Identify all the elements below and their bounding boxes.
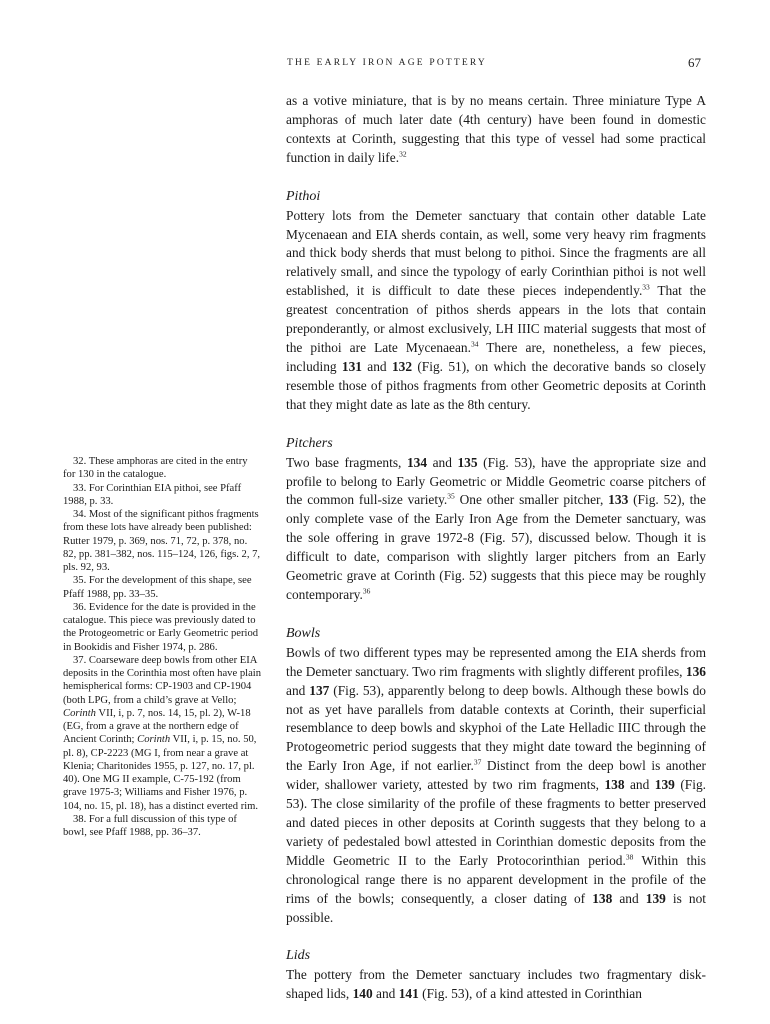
- footnote-36: 36. Evidence for the date is provided in the catalogue. This piece was previously dated to the Protogeometric or Early Geometric period in Bookidis and Fisher 1974, p. 286.: [63, 601, 259, 653]
- catalogue-number: 141: [398, 986, 419, 1002]
- pithoi-paragraph: [286, 207, 706, 415]
- catalogue-number: 132: [391, 358, 413, 374]
- footnote-37: [63, 654, 261, 813]
- catalogue-number: 138: [604, 777, 625, 793]
- pitchers-text-1: Two base fragments,: [286, 454, 407, 470]
- bowls-text-4: (Fig. 53). The close similarity of the profile of these fragments to better preserved and dated pieces in other deposits at Corinth suggests that they belong to a variety of pedestaled bowl attested in Corinthian domestic deposits from the Middle Geometric II to the Early Protocorinthian period.: [286, 777, 706, 868]
- heading-pitchers: Pitchers: [286, 435, 333, 451]
- bowls-text-3: Distinct from the deep bowl is another wider, shallower variety, attested by two rim fragments,: [286, 758, 706, 793]
- spacer: [286, 605, 706, 624]
- lids-text-2: (Fig. 53), of a kind attested in Corinthian: [418, 986, 642, 1002]
- pithoi-text-4: (Fig. 51), on which the decorative bands so closely resemble those of pithos fragments from other Geometric deposits at Corinth that they might date as late as the 8th century.: [286, 358, 706, 412]
- footnote-34: 34. Most of the significant pithos fragments from these lots have already been published: Rutter 1979, p. 369, nos. 71, 72, p. 378, no. 82, pp. 381–382, nos. 115–124, 126, figs. 2, 7, pls. 92, 93.: [63, 509, 261, 573]
- conjunction: and: [427, 454, 458, 470]
- note-ref-35: 35: [447, 491, 455, 501]
- bowls-text-2: (Fig. 53), apparently belong to deep bowls. Although these bowls do not as yet have parallels from datable contexts at Corinth, their superficial resemblance to deep bowls and skyphoi of the Late Helladic IIIC through the Protogeometric period suggests that they might date toward the beginning of the Early Iron Age, if not earlier.: [286, 682, 706, 774]
- page-number: 67: [688, 55, 701, 70]
- note-ref-38: 38: [625, 852, 634, 862]
- footnote-37-text-2: VII, i, p. 7, nos. 14, 15, pl. 2), W-18 (EG, from a grave at the northern edge of Ancient Corinth;: [63, 707, 251, 746]
- pithoi-text-3: There are, nonetheless, a few pieces, including: [286, 339, 706, 374]
- lids-paragraph: [286, 966, 706, 1004]
- spacer: [286, 927, 706, 946]
- heading-lids: Lids: [286, 948, 311, 964]
- catalogue-number: 140: [352, 986, 373, 1002]
- catalogue-number: 135: [457, 454, 478, 470]
- journal-title: Corinth: [137, 734, 171, 746]
- footnote-35: 35. For the development of this shape, see Pfaff 1988, pp. 33–35.: [63, 575, 252, 600]
- footnote-37-text-1: 37. Coarseware deep bowls from other EIA deposits in the Corinthia most often have plain hemispherical forms: CP-1903 and CP-1904 (both LPG, from a child’s grave at Vello;: [63, 654, 262, 706]
- conjunction: and: [624, 777, 655, 793]
- section-pitchers: [286, 434, 706, 605]
- note-ref-36: 36: [362, 586, 371, 596]
- section-bowls: [286, 624, 706, 928]
- spacer: [286, 415, 706, 434]
- conjunction: and: [612, 890, 646, 906]
- section-lids: [286, 946, 706, 1004]
- footnote-32: 32. These amphoras are cited in the entry for 130 in the catalogue.: [63, 456, 248, 481]
- footnote-33: 33. For Corinthian EIA pithoi, see Pfaff 1988, p. 33.: [63, 482, 242, 507]
- main-text-column: [286, 92, 706, 1004]
- pitchers-text-2: (Fig. 53), have the appropriate size and profile to belong to Early Geometric or Middle Geometric coarse pitchers of the common full-size variety.: [286, 454, 707, 508]
- pitchers-text-3: One other smaller pitcher,: [454, 492, 609, 508]
- catalogue-number: 133: [608, 492, 629, 508]
- bowls-paragraph: [286, 644, 706, 928]
- pitchers-paragraph: [286, 454, 706, 605]
- note-ref-32: 32: [399, 149, 407, 159]
- catalogue-number: 137: [309, 682, 330, 698]
- running-head: THE EARLY IRON AGE POTTERY: [287, 58, 487, 68]
- intro-paragraph: [286, 92, 706, 168]
- catalogue-number: 131: [341, 358, 362, 374]
- spacer: [286, 168, 706, 187]
- catalogue-number: 138: [592, 890, 613, 906]
- conjunction: and: [361, 358, 392, 374]
- footnote-37-text-3: VII, i, p. 15, no. 50, pl. 8), CP-2223 (MG I, from near a grave at Klenia; Charitonides 1955, p. 127, no. 17, pl. 40). One MG II example, C-75-192 (from grave 1975-3; Williams and Fisher 1976, p. 104, no. 15, pl. 18), has a distinct everted rim.: [63, 734, 259, 812]
- heading-pithoi: Pithoi: [286, 188, 321, 204]
- pithoi-text-2: That the greatest concentration of pithos sherds appears in the lots that contain preponderantly, or almost exclusively, LH IIIC material suggests that most of the pithoi are Late Mycenaean.: [286, 283, 706, 355]
- note-ref-37: 37: [473, 757, 482, 767]
- catalogue-number: 136: [685, 663, 706, 679]
- footnotes-column: [63, 455, 261, 839]
- catalogue-number: 139: [654, 777, 675, 793]
- note-ref-34: 34: [470, 339, 479, 349]
- conjunction: and: [286, 682, 310, 698]
- footnote-38: 38. For a full discussion of this type of bowl, see Pfaff 1988, pp. 36–37.: [63, 813, 237, 838]
- lids-text-1: The pottery from the Demeter sanctuary includes two fragmentary disk-shaped lids,: [286, 967, 706, 1002]
- bowls-text-5: Within this chronological range there is no apparent development in the profile of the rims of the bowls; consequently, a closer dating of: [286, 852, 706, 906]
- bowls-text-6: is not possible.: [286, 890, 706, 925]
- intro-text: as a votive miniature, that is by no means certain. Three miniature Type A amphoras of much later date (4th century) have been found in domestic contexts at Corinth, suggesting that this type of vessel had some practical function in daily life.: [286, 93, 706, 165]
- section-pithoi: [286, 187, 706, 415]
- catalogue-number: 139: [645, 890, 666, 906]
- heading-bowls: Bowls: [286, 625, 321, 641]
- pitchers-text-4: (Fig. 52), the only complete vase of the Early Iron Age from the Demeter sanctuary, was the sole offering in grave 1972-8 (Fig. 57), discussed below. Though it is difficult to date, comparison with slightly larger pitchers from an Early Geometric grave at Corinth (Fig. 52) suggests that this piece may be roughly contemporary.: [286, 492, 706, 602]
- catalogue-number: 134: [406, 454, 428, 470]
- bowls-text-1: Bowls of two different types may be represented among the EIA sherds from the Demeter sanctuary. Two rim fragments with slightly different profiles,: [286, 644, 706, 679]
- journal-title: Corinth: [63, 707, 96, 719]
- pithoi-text-1: Pottery lots from the Demeter sanctuary that contain other datable Late Mycenaean and EIA sherds contain, as well, some very heavy rim fragments and thick body sherds that must belong to pithoi. Since the fragments are all relatively small, and since the typology of early Corinthian pithoi is not well established, it is difficult to date these pieces independently.: [286, 207, 706, 299]
- note-ref-33: 33: [642, 282, 650, 292]
- conjunction: and: [372, 986, 399, 1002]
